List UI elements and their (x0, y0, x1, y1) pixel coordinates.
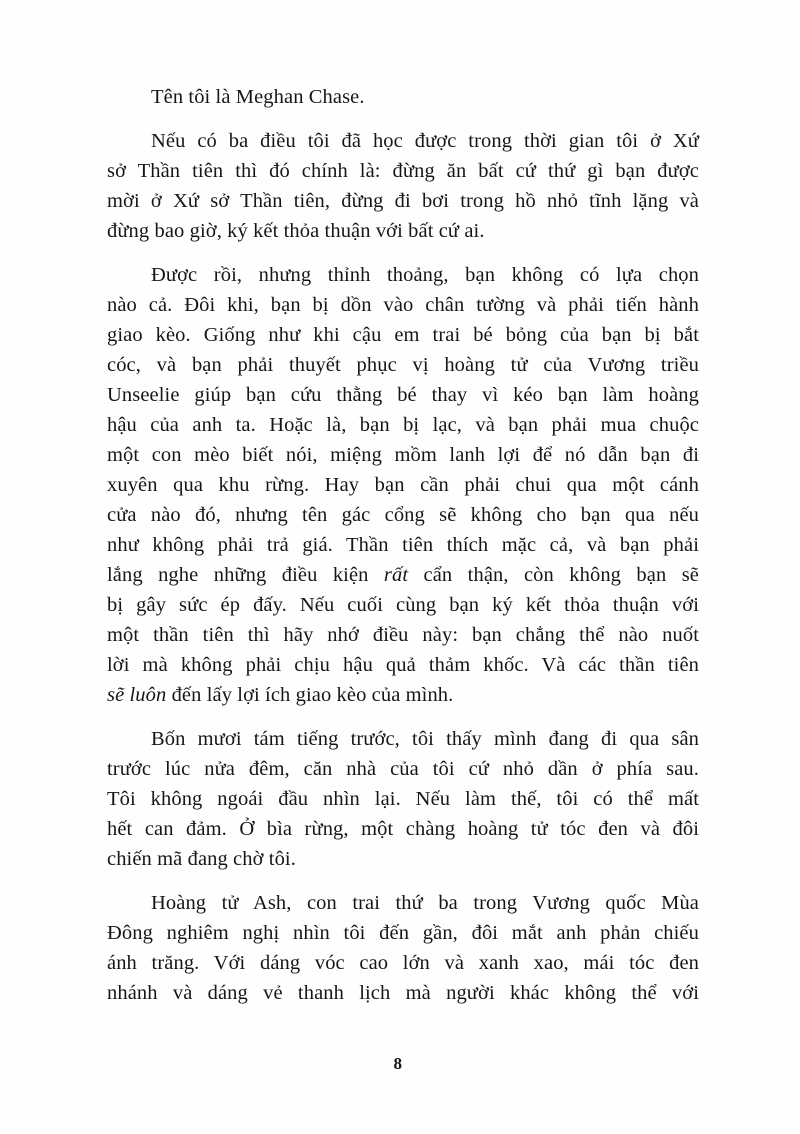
text-line: một con mèo biết nói, miệng mồm lanh lợi để nó dẫn bạn đi (107, 444, 699, 466)
text-line: Bốn mươi tám tiếng trước, tôi thấy mình đang đi qua sân (151, 728, 699, 750)
text-line: Tên tôi là Meghan Chase. (151, 86, 365, 108)
text-line: xuyên qua khu rừng. Hay bạn cần phải chui qua một cánh (107, 474, 699, 496)
text-line: Hoàng tử Ash, con trai thứ ba trong Vương quốc Mùa (151, 892, 699, 914)
text-line: lắng nghe những điều kiện rất cẩn thận, còn không bạn sẽ (107, 564, 699, 586)
text-line: Được rồi, nhưng thỉnh thoảng, bạn không có lựa chọn (151, 264, 699, 286)
text-block (107, 82, 699, 1022)
text-line: sẽ luôn đến lấy lợi ích giao kèo của mình. (107, 684, 454, 706)
text-line: sở Thần tiên thì đó chính là: đừng ăn bất cứ thứ gì bạn được (107, 160, 699, 182)
text-line: lời mà không phải chịu hậu quả thảm khốc. Và các thần tiên (107, 654, 699, 676)
paragraph (107, 126, 699, 246)
text-line: mời ở Xứ sở Thần tiên, đừng đi bơi trong hồ nhỏ tĩnh lặng và (107, 190, 699, 212)
text-line: chiến mã đang chờ tôi. (107, 848, 296, 870)
text-line: Đông nghiêm nghị nhìn tôi đến gần, đôi mắt anh phản chiếu (107, 922, 699, 944)
text-line: hết can đảm. Ở bìa rừng, một chàng hoàng tử tóc đen và đôi (107, 818, 699, 840)
text-line: cóc, và bạn phải thuyết phục vị hoàng tử của Vương triều (107, 354, 699, 376)
text-line: trước lúc nửa đêm, căn nhà của tôi cứ nhỏ dần ở phía sau. (107, 758, 699, 780)
text-line: Tôi không ngoái đầu nhìn lại. Nếu làm thế, tôi có thể mất (107, 788, 699, 810)
text-line: nhánh và dáng vẻ thanh lịch mà người khác không thể với (107, 982, 699, 1004)
text-line: giao kèo. Giống như khi cậu em trai bé bỏng của bạn bị bắt (107, 324, 699, 346)
text-line: cửa nào đó, nhưng tên gác cổng sẽ không cho bạn qua nếu (107, 504, 699, 526)
paragraph (107, 724, 699, 874)
text-line: bị gây sức ép đấy. Nếu cuối cùng bạn ký kết thỏa thuận với (107, 594, 699, 616)
text-line: Nếu có ba điều tôi đã học được trong thời gian tôi ở Xứ (151, 130, 699, 152)
text-line: hậu của anh ta. Hoặc là, bạn bị lạc, và bạn phải mua chuộc (107, 414, 699, 436)
text-line: một thần tiên thì hãy nhớ điều này: bạn chẳng thể nào nuốt (107, 624, 699, 646)
text-line: nào cả. Đôi khi, bạn bị dồn vào chân tường và phải tiến hành (107, 294, 699, 316)
text-line: Unseelie giúp bạn cứu thằng bé thay vì kéo bạn làm hoàng (107, 384, 699, 406)
paragraph (107, 260, 699, 710)
page-number: 8 (393, 1054, 403, 1073)
text-line: như không phải trả giá. Thần tiên thích mặc cả, và bạn phải (107, 534, 699, 556)
text-line: đừng bao giờ, ký kết thỏa thuận với bất cứ ai. (107, 220, 485, 242)
text-line: ánh trăng. Với dáng vóc cao lớn và xanh xao, mái tóc đen (107, 952, 699, 974)
paragraph (107, 888, 699, 1008)
paragraph (107, 82, 699, 112)
